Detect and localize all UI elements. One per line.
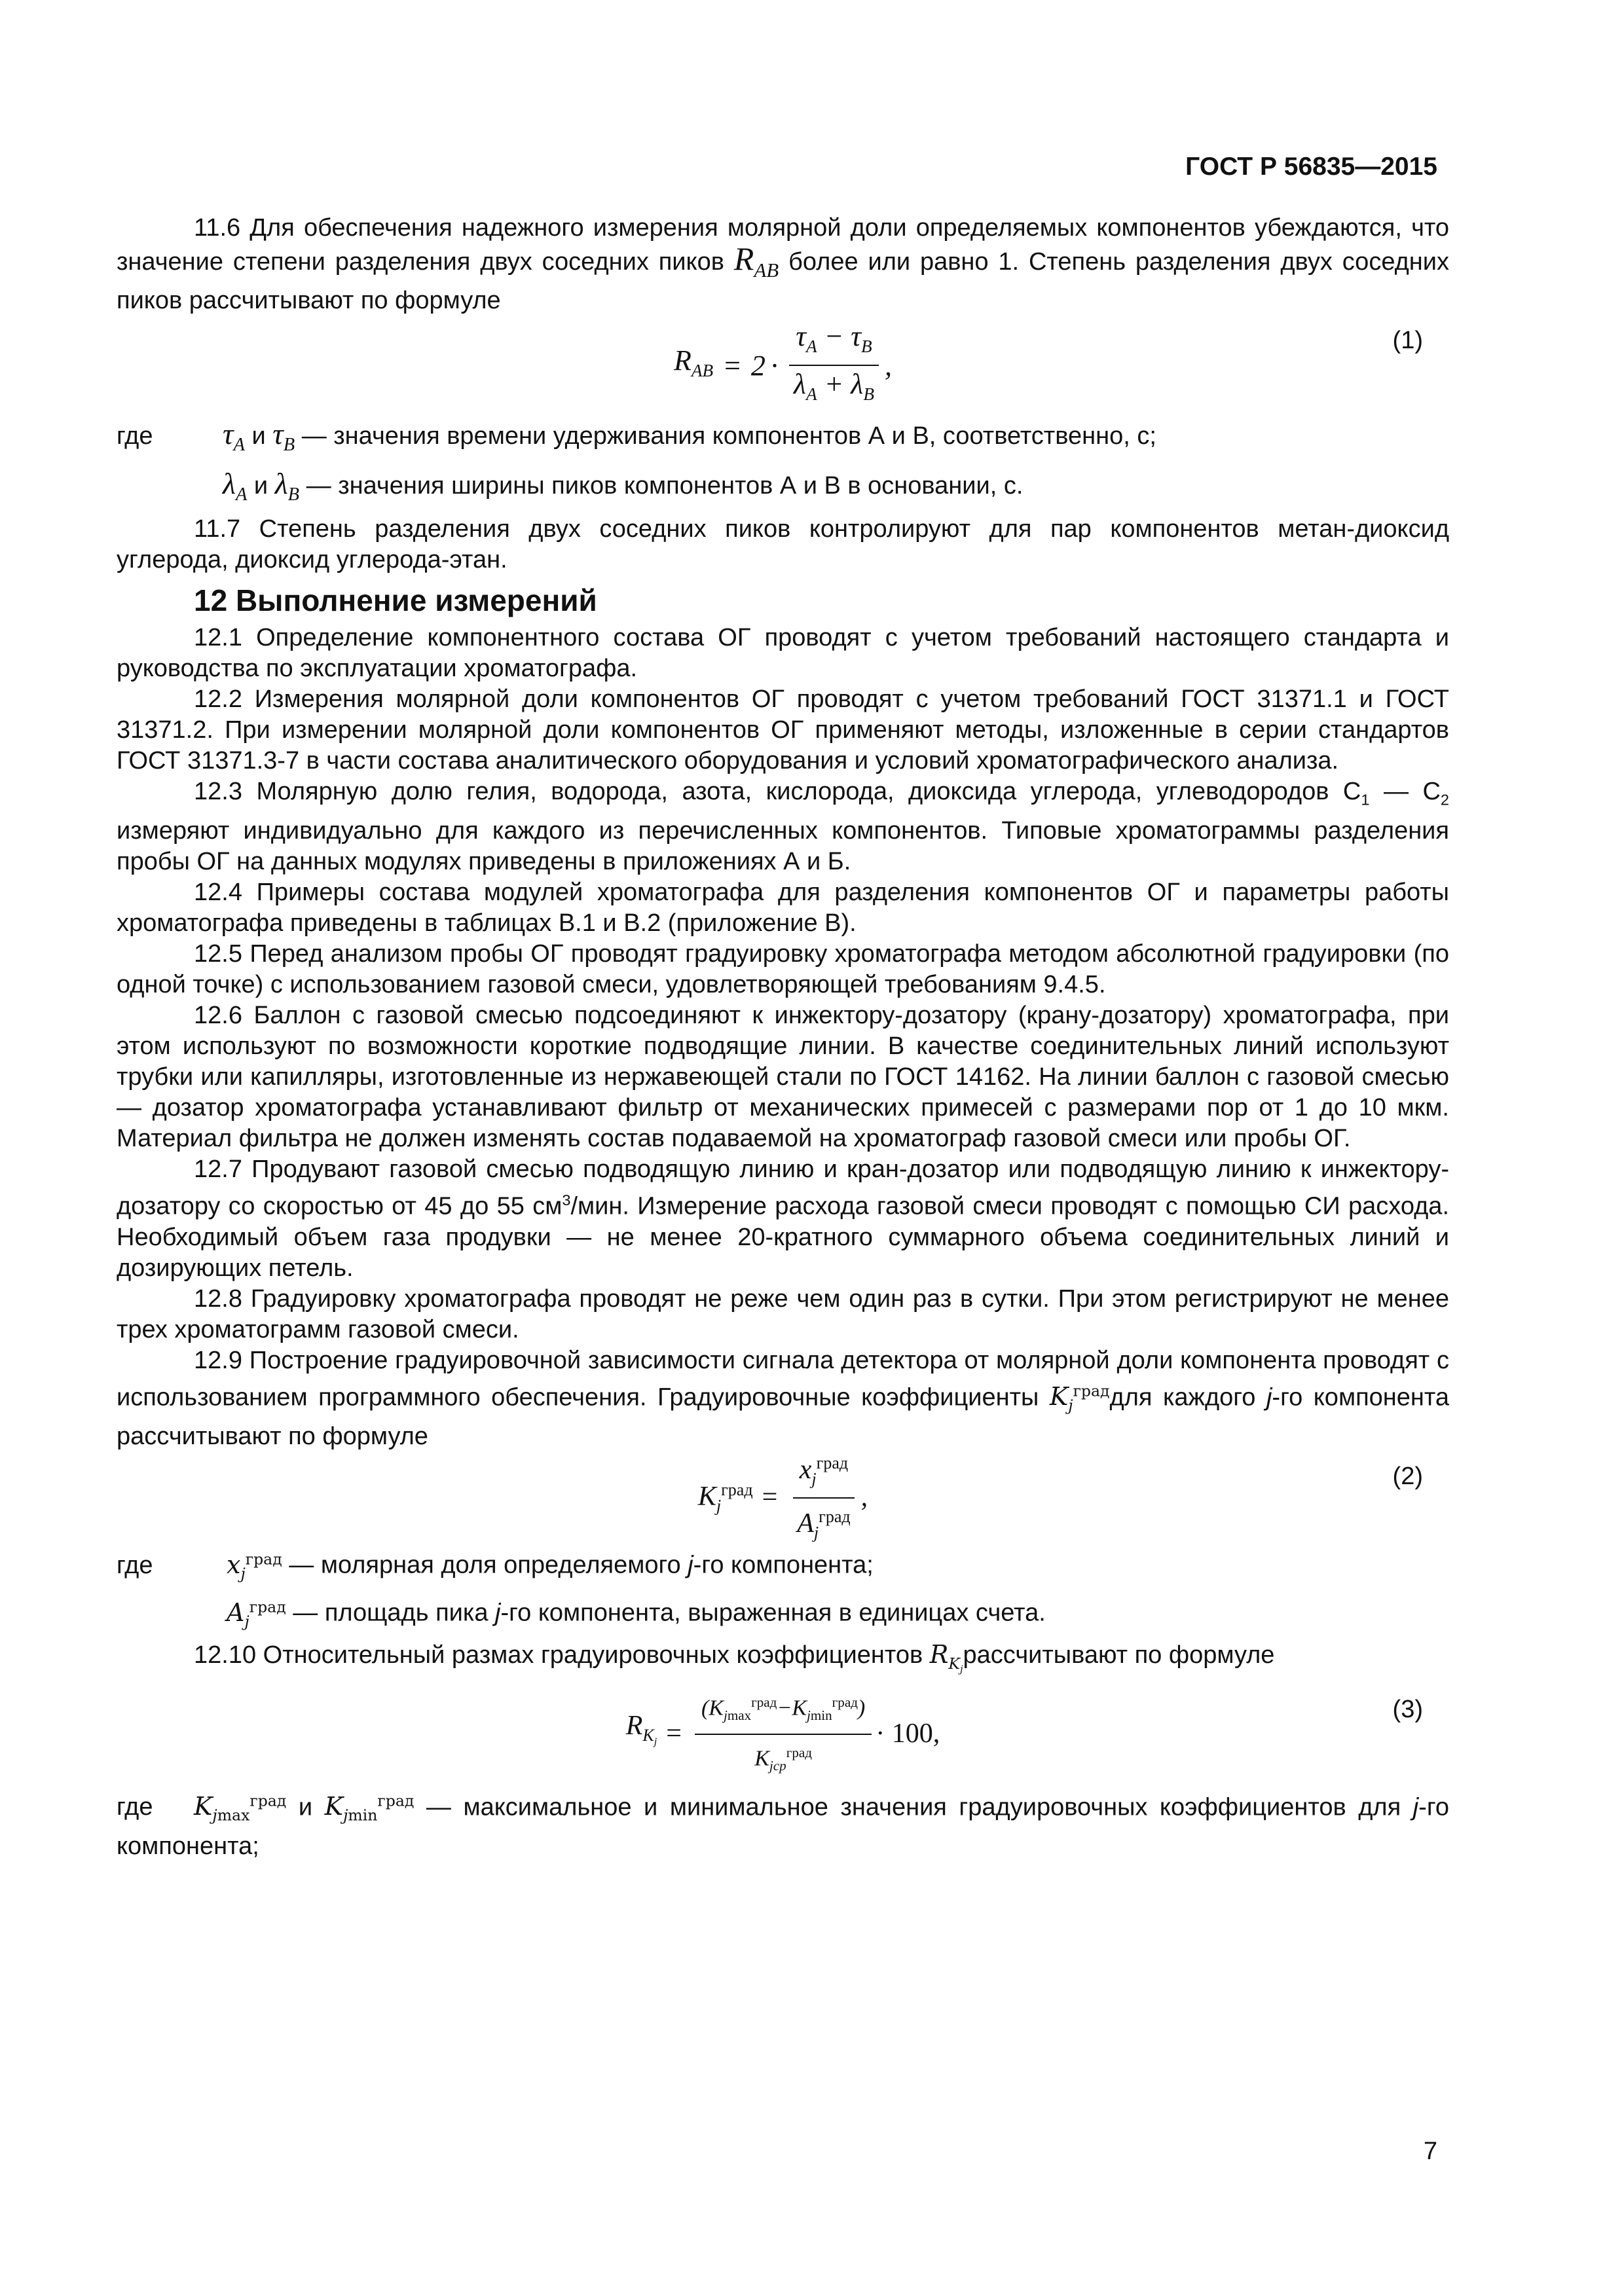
paragraph-11-7: 11.7 Степень разделения двух соседних пиков контролируют для пар компонентов метан-диоксид углерода, диоксид углерода-этан. xyxy=(117,515,1449,574)
formula-2: $K_j^{град}$ = $\frac{x_j^{град}}{A_j^{град}}$ , (2) xyxy=(117,1452,1449,1544)
paragraph-12-7: 12.7 Продувают газовой смесью подводящую линию и кран-дозатор или подводящую линию к инжектору-дозатору со скоростью от 45 до 55 $см^3$/мин. Измерение расхода газовой смеси проводят с помощью СИ расхода. Необходимый объем газа продувки — не менее 20-кратного суммарного объема соединительных линий и дозирующих петель. xyxy=(117,1155,1449,1282)
where-list-1-item-2: $\lambda_A$ и $\lambda_B$ — значения ширины пиков компонентов А и В в основании, с. xyxy=(223,467,1024,505)
where-list-1-item-1: где $\tau_A$ и $\tau_B$ — значения времени удерживания компонентов А и В, соответственно, с; xyxy=(117,417,1156,456)
formula-number: (3) xyxy=(1392,1695,1423,1723)
section-title: 12 Выполнение измерений xyxy=(194,583,597,618)
formula-1: $R_{AB}$ = 2 · $\frac{\tau_A - \tau_B}{\lambda_A + \lambda_B}$ , (1) xyxy=(117,316,1449,414)
document-body xyxy=(117,213,1449,1862)
paragraph-12-9: 12.9 Построение градуировочной зависимости сигнала детектора от молярной доли компонента проводят с использованием программного обеспечения. Градуировочные коэффициенты $K_j^{град}для$ каждого j-го компонента рассчитывают по формуле xyxy=(117,1346,1449,1450)
formula-3: $R_{K_j}$ = $\frac{(K_{jmax}^{град}-K_{jmin}^{град})}{K_{jcp}^{град}}$ · 100, (3) xyxy=(117,1685,1449,1783)
paragraph-11-6: 11.6 Для обеспечения надежного измерения молярной доли определяемых компонентов убеждаются, что значение степени разделения двух соседних пиков $R_{AB}$ более или равно 1. Степень разделения двух соседних пиков рассчитывают по формуле xyxy=(117,214,1449,314)
paragraph-12-2: 12.2 Измерения молярной доли компонентов ОГ проводят с учетом требований ГОСТ 31371.1 и ГОСТ 31371.2. При измерении молярной доли компонентов ОГ применяют методы, изложенные в серии стандартов ГОСТ 31371.3-7 в части состава аналитического оборудования и условий хроматографического анализа. xyxy=(117,685,1449,775)
paragraph-12-3: 12.3 Молярную долю гелия, водорода, азота, кислорода, диоксида углерода, углеводородов $С_1$ — $С_2$ измеряют индивидуально для каждого из перечисленных компонентов. Типовые хроматограммы разделения пробы ОГ на данных модулях приведены в приложениях А и Б. xyxy=(117,778,1450,875)
paragraph-12-10: 12.10 Относительный размах градуировочных коэффициентов $R_{K_j}рассчитывают$ по формуле xyxy=(194,1640,1275,1675)
symbol-r-ab: $R_{AB}$ xyxy=(733,240,779,282)
fraction: $\frac{x_j^{град}}{A_j^{град}}$ xyxy=(790,1448,857,1548)
paragraph-12-5: 12.5 Перед анализом пробы ОГ проводят градуировку хроматографа методом абсолютной градуировки (по одной точке) с использованием газовой смеси, удовлетворяющей требованиям 9.4.5. xyxy=(117,939,1449,998)
paragraph-12-4: 12.4 Примеры состава модулей хроматографа для разделения компонентов ОГ и параметры работы хроматографа приведены в таблицах В.1 и В.2 (приложение В). xyxy=(117,878,1449,937)
fraction: $\frac{\tau_A - \tau_B}{\lambda_A + \lambda_B}$ xyxy=(787,321,881,410)
where-list-2-item-1: где $x_j^{град}$ — молярная доля определяемого j-го компонента; xyxy=(117,1549,874,1583)
formula-number: (1) xyxy=(1392,327,1423,354)
paragraph-12-8: 12.8 Градуировку хроматографа проводят не реже чем один раз в сутки. При этом регистрируют не менее трех хроматограмм газовой смеси. xyxy=(117,1285,1449,1343)
paragraph-12-6: 12.6 Баллон с газовой смесью подсоединяют к инжектору-дозатору (крану-дозатору) хроматографа, при этом используют по возможности короткие подводящие линии. В качестве соединительных линий используют трубки или капилляры, изготовленные из нержавеющей стали по ГОСТ 14162. На линии баллон с газовой смесью — дозатор хроматографа устанавливают фильтр от механических примесей с размерами пор от 1 до 10 мкм. Материал фильтра не должен изменять состав подаваемой на хроматограф газовой смеси или пробы ОГ. xyxy=(117,1001,1449,1152)
page-number: 7 xyxy=(1423,2138,1437,2165)
where-list-2-item-2: $A_j^{град}$ — площадь пика j-го компонента, выраженная в единицах счета. xyxy=(227,1597,1046,1631)
formula-number: (2) xyxy=(1392,1462,1423,1490)
paragraph-12-1: 12.1 Определение компонентного состава ОГ проводят с учетом требований настоящего стандарта и руководства по эксплуатации хроматографа. xyxy=(117,624,1449,683)
document-code-header: ГОСТ Р 56835—2015 xyxy=(1185,153,1437,181)
fraction: $\frac{(K_{jmax}^{град}-K_{jmin}^{град})}{K_{jcp}^{град}}$ xyxy=(695,1687,872,1781)
where-list-3: где $K_{jmax}^{град}$ и $K_{jmin}^{град}$ — максимальное и минимальное значения градуировочных коэффициентов для j-го компонента; xyxy=(117,1791,1449,1860)
